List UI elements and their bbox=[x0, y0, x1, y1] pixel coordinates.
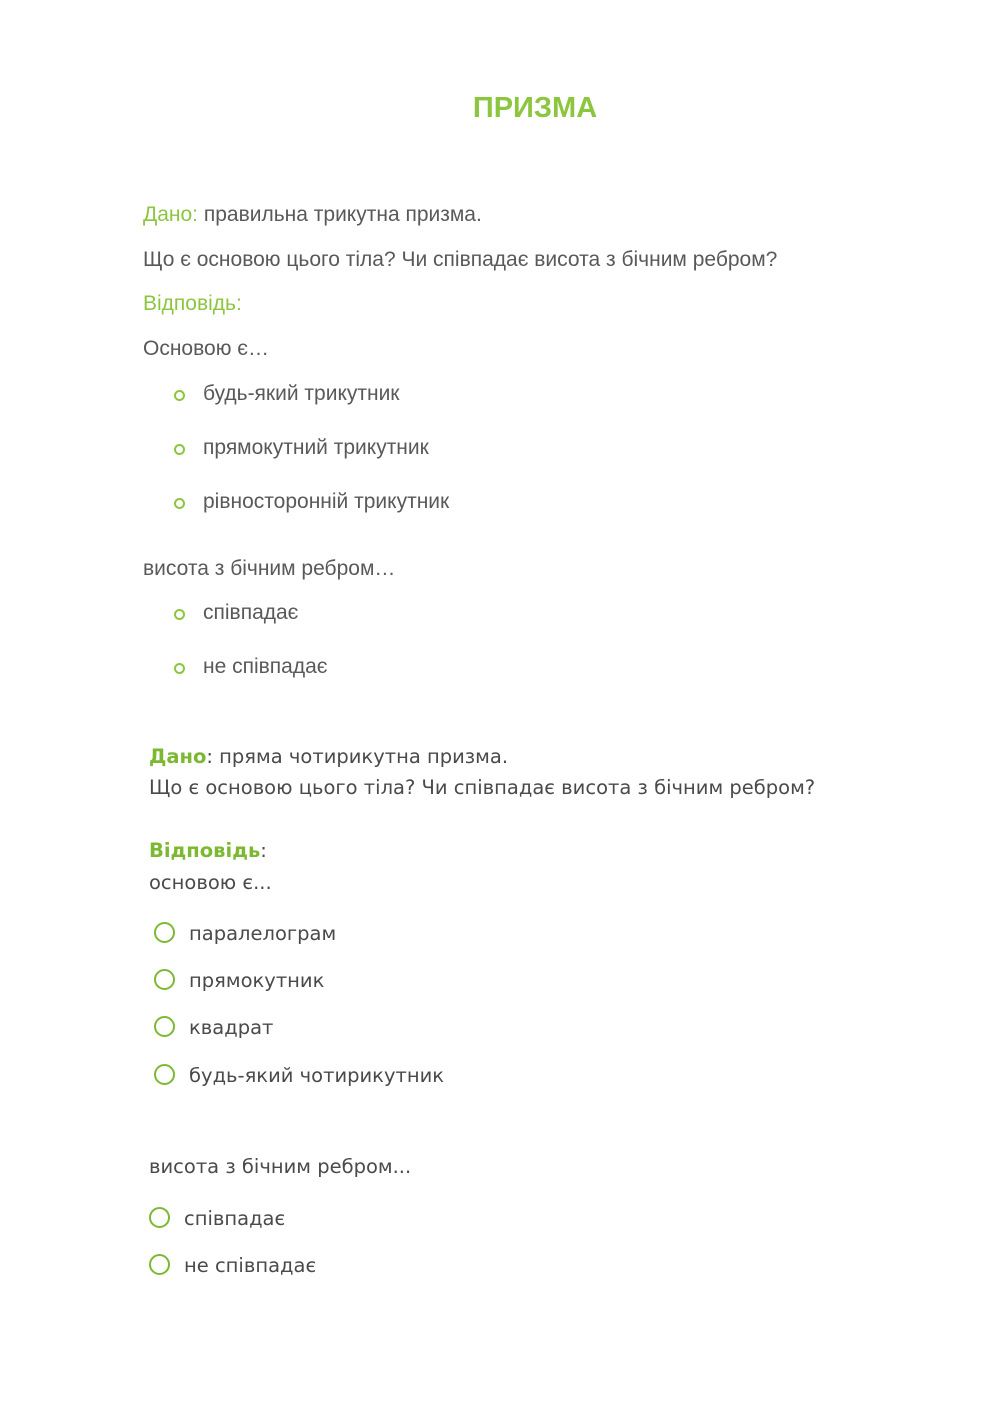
radio-bullet-icon bbox=[174, 609, 185, 620]
option-label: не співпадає bbox=[184, 1254, 317, 1277]
radio-circle-icon bbox=[154, 969, 175, 990]
option-label: рівносторонній трикутник bbox=[203, 490, 450, 513]
question-1: Що є основою цього тіла? Чи співпадає висота з бічним ребром? bbox=[143, 248, 778, 271]
radio-circle-icon bbox=[149, 1254, 170, 1275]
radio-bullet-icon bbox=[174, 390, 185, 401]
option-label: співпадає bbox=[184, 1207, 286, 1230]
given-label: Дано: bbox=[143, 203, 199, 226]
given-label: Дано bbox=[149, 745, 207, 768]
option-label: співпадає bbox=[203, 601, 299, 624]
given-line-2 bbox=[149, 745, 508, 769]
given-text: правильна трикутна призма. bbox=[198, 203, 482, 226]
given-line-1 bbox=[143, 202, 482, 228]
option-label: будь-який чотирикутник bbox=[189, 1064, 445, 1087]
radio-circle-icon bbox=[154, 1016, 175, 1037]
option-label: квадрат bbox=[189, 1016, 274, 1039]
option-label: не співпадає bbox=[203, 655, 328, 678]
radio-circle-icon bbox=[154, 1064, 175, 1085]
height-prompt-2: висота з бічним ребром... bbox=[149, 1155, 412, 1178]
given-text: : пряма чотирикутна призма. bbox=[206, 745, 509, 768]
option-label: паралелограм bbox=[189, 922, 337, 945]
radio-bullet-icon bbox=[174, 444, 185, 455]
radio-circle-icon bbox=[154, 922, 175, 943]
option-label: прямокутний трикутник bbox=[203, 436, 429, 459]
answer-line-2 bbox=[149, 839, 267, 863]
radio-bullet-icon bbox=[174, 663, 185, 674]
radio-circle-icon bbox=[149, 1207, 170, 1228]
answer-label-1: Відповідь: bbox=[143, 292, 242, 315]
answer-label: Відповідь bbox=[149, 839, 261, 862]
radio-bullet-icon bbox=[174, 498, 185, 509]
page-title: ПРИЗМА bbox=[472, 92, 598, 124]
answer-colon: : bbox=[260, 839, 267, 862]
question-2: Що є основою цього тіла? Чи співпадає висота з бічним ребром? bbox=[149, 776, 816, 799]
option-label: будь-який трикутник bbox=[203, 382, 400, 405]
base-prompt-1: Основою є… bbox=[143, 337, 270, 360]
height-prompt-1: висота з бічним ребром… bbox=[143, 557, 396, 580]
base-prompt-2: основою є... bbox=[149, 871, 272, 894]
option-label: прямокутник bbox=[189, 969, 325, 992]
